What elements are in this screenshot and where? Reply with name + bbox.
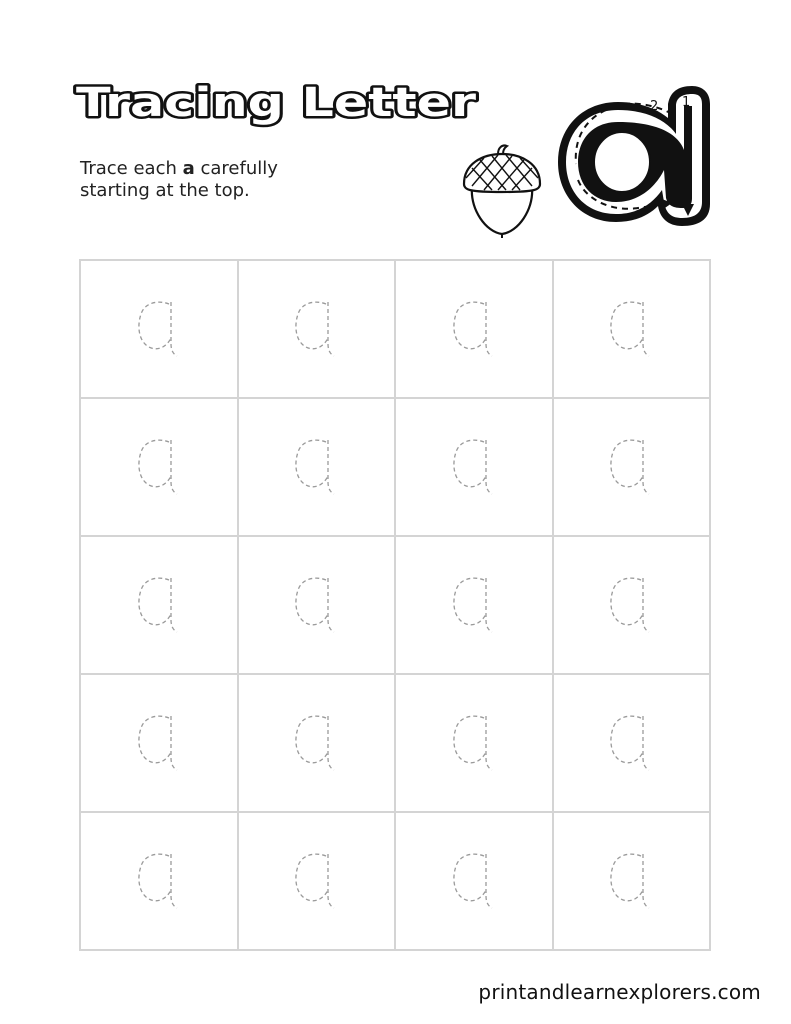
tracing-cell[interactable] <box>238 536 396 674</box>
tracing-cell[interactable] <box>395 260 553 398</box>
dashed-letter-guide <box>444 846 504 916</box>
dashed-letter-guide <box>601 570 661 640</box>
dashed-letter-guide <box>129 846 189 916</box>
stroke-number-1: 1 <box>682 95 691 110</box>
tracing-cell[interactable] <box>553 260 711 398</box>
dashed-letter-guide <box>601 846 661 916</box>
tracing-cell[interactable] <box>80 812 238 950</box>
stroke-number-2: 2 <box>650 99 659 114</box>
tracing-cell[interactable] <box>80 398 238 536</box>
dashed-letter-guide <box>601 432 661 502</box>
tracing-cell[interactable] <box>395 812 553 950</box>
instructions-letter: a <box>182 158 195 179</box>
dashed-letter-guide <box>129 432 189 502</box>
tracing-cell[interactable] <box>395 674 553 812</box>
tracing-cell[interactable] <box>553 812 711 950</box>
tracing-cell[interactable] <box>80 260 238 398</box>
dashed-letter-guide <box>601 708 661 778</box>
tracing-cell[interactable] <box>553 536 711 674</box>
tracing-cell[interactable] <box>395 536 553 674</box>
dashed-letter-guide <box>286 294 346 364</box>
dashed-letter-guide <box>601 294 661 364</box>
tracing-cell[interactable] <box>80 674 238 812</box>
instructions-line-2: starting at the top. <box>80 180 250 201</box>
dashed-letter-guide <box>129 570 189 640</box>
dashed-letter-guide <box>444 432 504 502</box>
tracing-cell[interactable] <box>395 398 553 536</box>
acorn-icon <box>458 140 548 240</box>
dashed-letter-guide <box>129 708 189 778</box>
tracing-cell[interactable] <box>80 536 238 674</box>
tracing-cell[interactable] <box>238 812 396 950</box>
tracing-cell[interactable] <box>238 674 396 812</box>
stroke-order-letter <box>548 80 718 240</box>
dashed-letter-guide <box>444 570 504 640</box>
page-title <box>70 72 490 132</box>
instructions <box>80 158 278 202</box>
dashed-letter-guide <box>444 708 504 778</box>
tracing-grid <box>79 259 711 951</box>
tracing-cell[interactable] <box>238 398 396 536</box>
dashed-letter-guide <box>444 294 504 364</box>
dashed-letter-guide <box>286 708 346 778</box>
dashed-letter-guide <box>286 570 346 640</box>
tracing-cell[interactable] <box>553 398 711 536</box>
page-title-text: Tracing Letter <box>76 80 477 126</box>
dashed-letter-guide <box>129 294 189 364</box>
instructions-line-1: Trace each a carefully <box>80 158 278 179</box>
dashed-letter-guide <box>286 432 346 502</box>
dashed-letter-guide <box>286 846 346 916</box>
website-url: printandlearnexplorers.com <box>478 980 761 1004</box>
tracing-cell[interactable] <box>238 260 396 398</box>
tracing-cell[interactable] <box>553 674 711 812</box>
